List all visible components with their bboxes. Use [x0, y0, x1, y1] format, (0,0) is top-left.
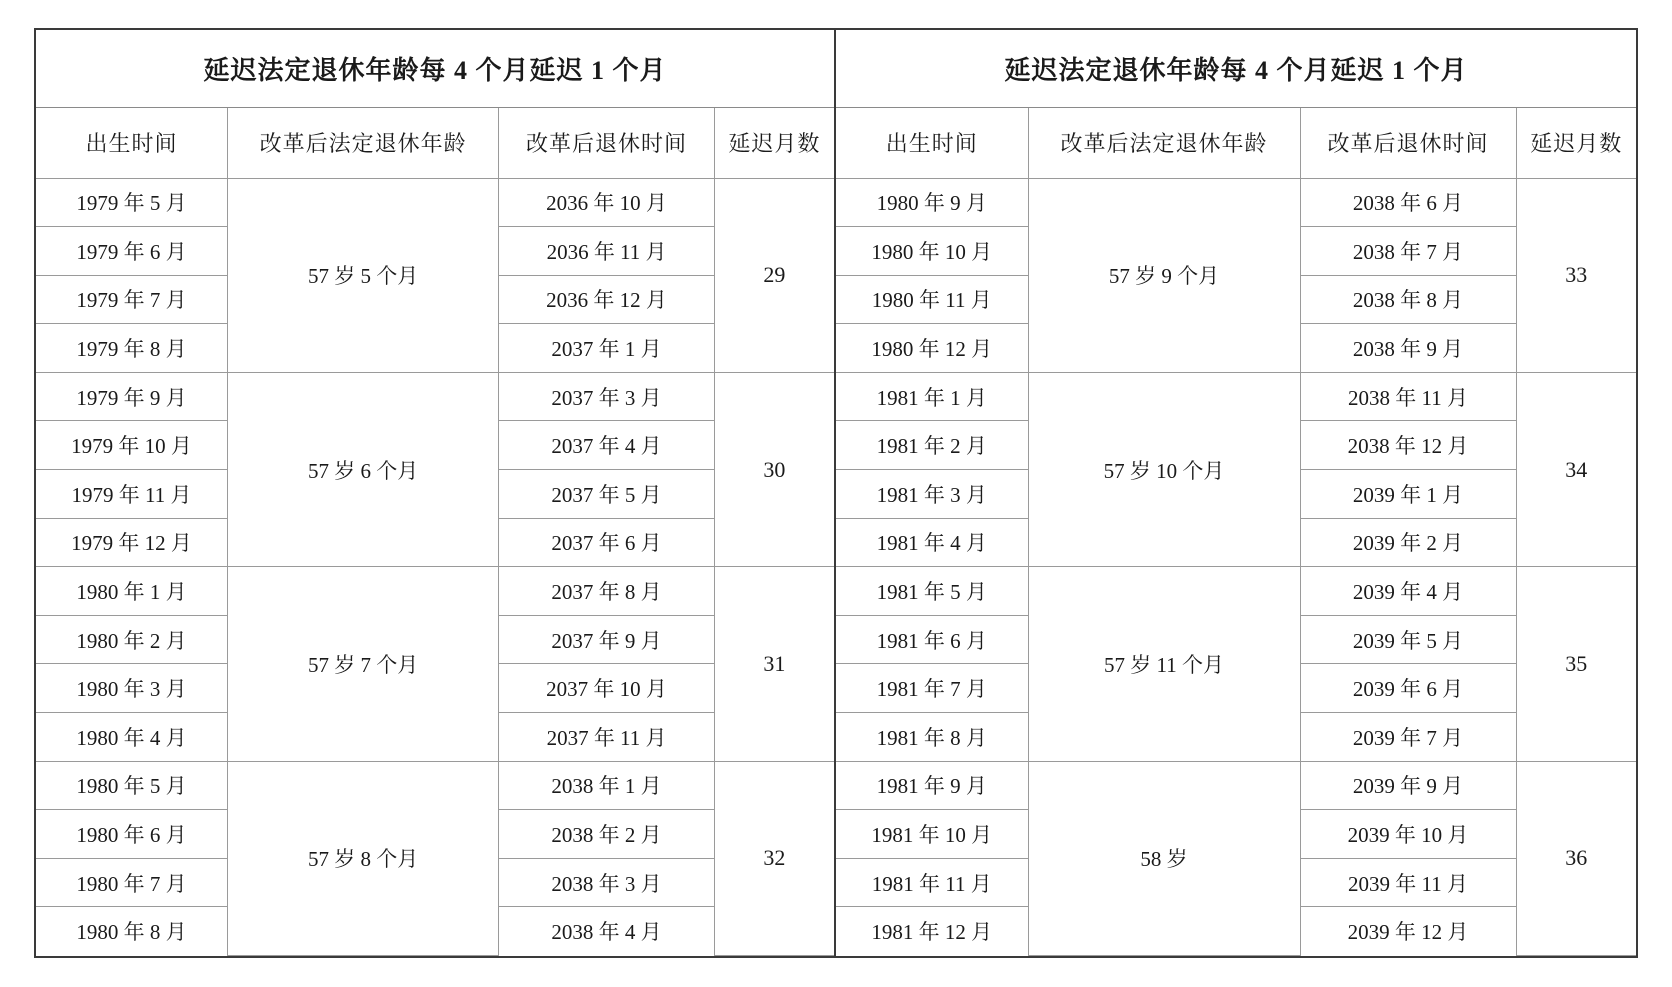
- cell-delay-months: 32: [714, 761, 834, 955]
- cell-birth: 1981 年 4 月: [836, 518, 1028, 567]
- cell-retire-time: 2039 年 10 月: [1300, 810, 1516, 859]
- cell-birth: 1980 年 2 月: [36, 615, 228, 664]
- retirement-schedule-table: [36, 108, 834, 956]
- cell-statutory-age: 57 岁 10 个月: [1028, 372, 1300, 566]
- retirement-schedule-table: [836, 108, 1636, 956]
- table-row: [36, 372, 834, 421]
- cell-birth: 1980 年 6 月: [36, 810, 228, 859]
- cell-birth: 1981 年 5 月: [836, 567, 1028, 616]
- cell-retire-time: 2038 年 11 月: [1300, 372, 1516, 421]
- table-body: [836, 178, 1636, 956]
- cell-retire-time: 2039 年 7 月: [1300, 713, 1516, 762]
- cell-birth: 1980 年 4 月: [36, 713, 228, 762]
- cell-retire-time: 2038 年 8 月: [1300, 275, 1516, 324]
- cell-delay-months: 33: [1516, 178, 1636, 372]
- cell-retire-time: 2038 年 7 月: [1300, 227, 1516, 276]
- cell-statutory-age: 57 岁 8 个月: [228, 761, 499, 955]
- cell-retire-time: 2039 年 6 月: [1300, 664, 1516, 713]
- header-row: [36, 108, 834, 178]
- cell-birth: 1981 年 6 月: [836, 615, 1028, 664]
- cell-delay-months: 35: [1516, 567, 1636, 761]
- cell-retire-time: 2037 年 3 月: [499, 372, 714, 421]
- cell-delay-months: 34: [1516, 372, 1636, 566]
- cell-birth: 1981 年 7 月: [836, 664, 1028, 713]
- cell-birth: 1979 年 11 月: [36, 470, 228, 519]
- cell-birth: 1981 年 1 月: [836, 372, 1028, 421]
- cell-birth: 1981 年 2 月: [836, 421, 1028, 470]
- cell-birth: 1980 年 1 月: [36, 567, 228, 616]
- retirement-table-right: [836, 30, 1636, 956]
- column-header-statutory-age: 改革后法定退休年龄: [228, 108, 499, 178]
- cell-retire-time: 2038 年 6 月: [1300, 178, 1516, 227]
- table-row: [836, 372, 1636, 421]
- cell-statutory-age: 57 岁 11 个月: [1028, 567, 1300, 761]
- column-header-retire-time: 改革后退休时间: [1300, 108, 1516, 178]
- column-header-birth: 出生时间: [36, 108, 228, 178]
- retirement-age-tables: [34, 28, 1638, 958]
- table-row: [36, 761, 834, 810]
- cell-retire-time: 2038 年 12 月: [1300, 421, 1516, 470]
- table-body: [36, 178, 834, 956]
- table-row: [836, 567, 1636, 616]
- cell-statutory-age: 57 岁 9 个月: [1028, 178, 1300, 372]
- header-row: [836, 108, 1636, 178]
- table-row: [36, 178, 834, 227]
- column-header-delay-months: 延迟月数: [714, 108, 834, 178]
- cell-retire-time: 2038 年 1 月: [499, 761, 714, 810]
- cell-statutory-age: 58 岁: [1028, 761, 1300, 955]
- cell-birth: 1979 年 10 月: [36, 421, 228, 470]
- cell-retire-time: 2037 年 1 月: [499, 324, 714, 373]
- cell-birth: 1980 年 8 月: [36, 907, 228, 956]
- cell-retire-time: 2037 年 11 月: [499, 713, 714, 762]
- cell-retire-time: 2036 年 11 月: [499, 227, 714, 276]
- cell-retire-time: 2039 年 1 月: [1300, 470, 1516, 519]
- cell-birth: 1980 年 11 月: [836, 275, 1028, 324]
- cell-retire-time: 2039 年 5 月: [1300, 615, 1516, 664]
- cell-retire-time: 2037 年 10 月: [499, 664, 714, 713]
- cell-birth: 1981 年 9 月: [836, 761, 1028, 810]
- table-row: [36, 567, 834, 616]
- column-header-birth: 出生时间: [836, 108, 1028, 178]
- cell-retire-time: 2039 年 9 月: [1300, 761, 1516, 810]
- cell-birth: 1981 年 3 月: [836, 470, 1028, 519]
- cell-retire-time: 2036 年 10 月: [499, 178, 714, 227]
- cell-birth: 1980 年 10 月: [836, 227, 1028, 276]
- cell-retire-time: 2039 年 11 月: [1300, 858, 1516, 907]
- table-caption: 延迟法定退休年龄每 4 个月延迟 1 个月: [36, 30, 834, 108]
- cell-birth: 1979 年 5 月: [36, 178, 228, 227]
- cell-retire-time: 2037 年 5 月: [499, 470, 714, 519]
- cell-birth: 1981 年 11 月: [836, 858, 1028, 907]
- cell-birth: 1979 年 7 月: [36, 275, 228, 324]
- cell-statutory-age: 57 岁 6 个月: [228, 372, 499, 566]
- cell-delay-months: 29: [714, 178, 834, 372]
- cell-retire-time: 2037 年 9 月: [499, 615, 714, 664]
- column-header-statutory-age: 改革后法定退休年龄: [1028, 108, 1300, 178]
- cell-retire-time: 2038 年 4 月: [499, 907, 714, 956]
- cell-birth: 1981 年 12 月: [836, 907, 1028, 956]
- cell-birth: 1981 年 8 月: [836, 713, 1028, 762]
- cell-retire-time: 2037 年 4 月: [499, 421, 714, 470]
- cell-retire-time: 2039 年 4 月: [1300, 567, 1516, 616]
- cell-birth: 1980 年 3 月: [36, 664, 228, 713]
- cell-birth: 1979 年 12 月: [36, 518, 228, 567]
- cell-retire-time: 2038 年 9 月: [1300, 324, 1516, 373]
- table-header: [36, 108, 834, 178]
- cell-statutory-age: 57 岁 7 个月: [228, 567, 499, 761]
- table-caption: 延迟法定退休年龄每 4 个月延迟 1 个月: [836, 30, 1636, 108]
- cell-delay-months: 31: [714, 567, 834, 761]
- cell-birth: 1979 年 6 月: [36, 227, 228, 276]
- cell-delay-months: 30: [714, 372, 834, 566]
- cell-birth: 1980 年 9 月: [836, 178, 1028, 227]
- table-header: [836, 108, 1636, 178]
- cell-retire-time: 2037 年 8 月: [499, 567, 714, 616]
- cell-birth: 1980 年 5 月: [36, 761, 228, 810]
- cell-retire-time: 2038 年 3 月: [499, 858, 714, 907]
- cell-statutory-age: 57 岁 5 个月: [228, 178, 499, 372]
- cell-retire-time: 2039 年 12 月: [1300, 907, 1516, 956]
- cell-retire-time: 2038 年 2 月: [499, 810, 714, 859]
- cell-birth: 1980 年 7 月: [36, 858, 228, 907]
- table-row: [836, 761, 1636, 810]
- cell-birth: 1979 年 8 月: [36, 324, 228, 373]
- cell-birth: 1979 年 9 月: [36, 372, 228, 421]
- cell-retire-time: 2036 年 12 月: [499, 275, 714, 324]
- table-row: [836, 178, 1636, 227]
- column-header-delay-months: 延迟月数: [1516, 108, 1636, 178]
- cell-retire-time: 2039 年 2 月: [1300, 518, 1516, 567]
- cell-birth: 1981 年 10 月: [836, 810, 1028, 859]
- column-header-retire-time: 改革后退休时间: [499, 108, 714, 178]
- retirement-table-left: [36, 30, 836, 956]
- cell-birth: 1980 年 12 月: [836, 324, 1028, 373]
- cell-retire-time: 2037 年 6 月: [499, 518, 714, 567]
- cell-delay-months: 36: [1516, 761, 1636, 955]
